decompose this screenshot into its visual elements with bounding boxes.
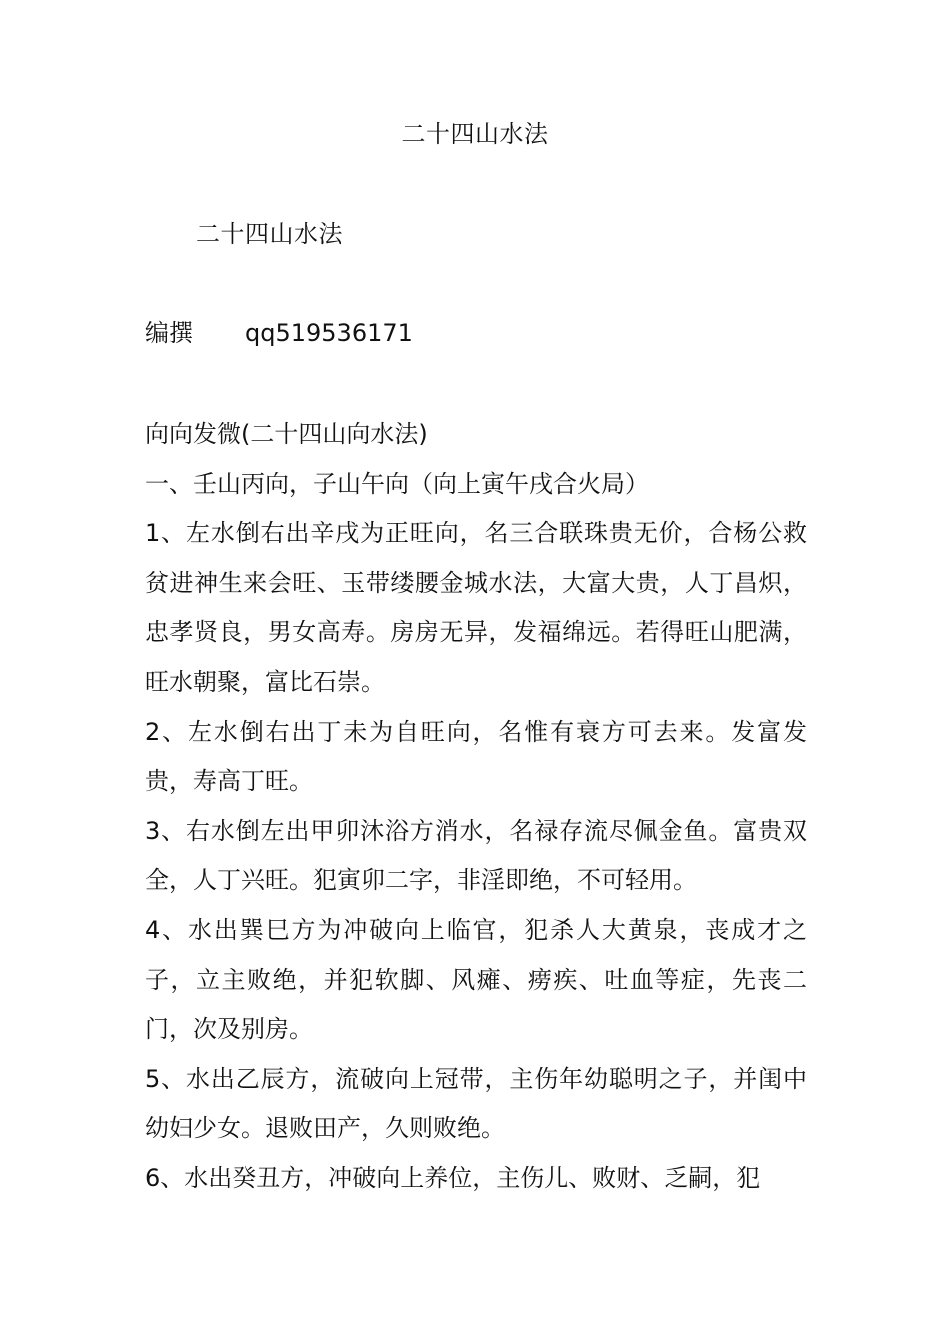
author-line <box>145 315 413 351</box>
document-subtitle: 二十四山水法 <box>196 220 343 248</box>
author-label: 编撰 <box>145 319 193 347</box>
paragraph-4: 4、水出巽巳方为冲破向上临官，犯杀人大黄泉，丧成才之子，立主败绝，并犯软脚、风瘫、痨疾、吐血等症，先丧二门，次及别房。 <box>145 915 807 1044</box>
subsection-heading: 一、壬山丙向，子山午向（向上寅午戌合火局） <box>145 469 649 498</box>
paragraph-5: 5、水出乙辰方，流破向上冠带，主伤年幼聪明之子，并闺中幼妇少女。退败田产，久则败绝。 <box>145 1064 807 1143</box>
paragraph-6: 6、水出癸丑方，冲破向上养位，主伤儿、败财、乏嗣，犯 <box>145 1163 761 1192</box>
paragraph-3: 3、右水倒左出甲卯沐浴方消水，名禄存流尽佩金鱼。富贵双全，人丁兴旺。犯寅卯二字，非淫即绝，不可轻用。 <box>145 816 807 895</box>
author-value: qq519536171 <box>245 319 413 347</box>
section-heading: 向向发微(二十四山向水法) <box>145 420 428 448</box>
document-title: 二十四山水法 <box>401 120 549 148</box>
paragraph-1: 1、左水倒右出辛戌为正旺向，名三合联珠贵无价，合杨公救贫进神生来会旺、玉带缕腰金城水法，大富大贵，人丁昌炽，忠孝贤良，男女高寿。房房无异，发福绵远。若得旺山肥满，旺水朝聚，富比石崇。 <box>145 519 807 696</box>
body-text <box>145 410 807 1204</box>
paragraph-2: 2、左水倒右出丁未为自旺向，名惟有衰方可去来。发富发贵，寿高丁旺。 <box>145 717 807 796</box>
